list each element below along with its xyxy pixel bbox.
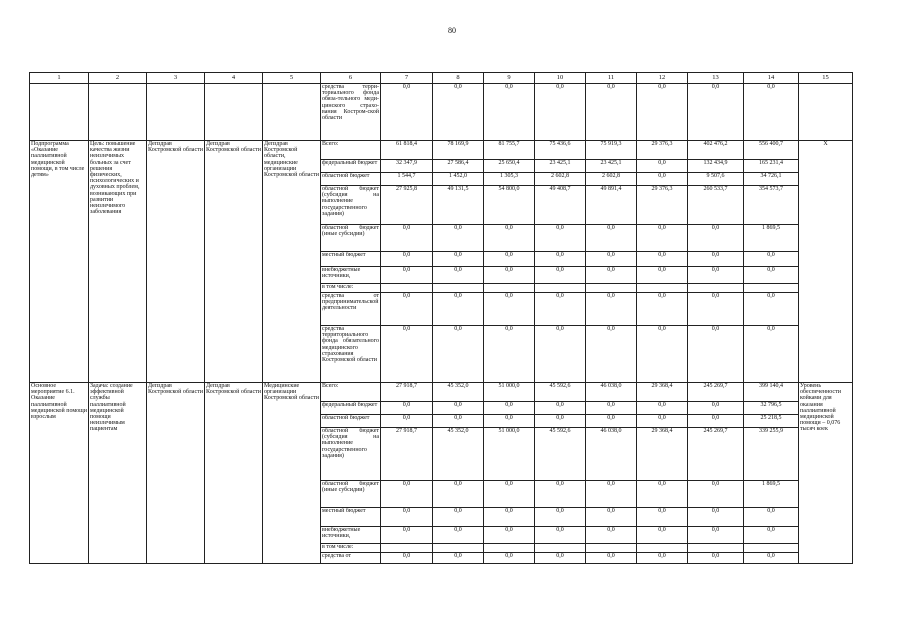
amount-cell: 0,0 xyxy=(688,225,744,252)
amount-cell: 0,0 xyxy=(535,508,586,527)
amount-cell: 0,0 xyxy=(586,481,637,508)
amount-cell: 61 818,4 xyxy=(381,141,433,160)
empty-cell xyxy=(147,84,205,141)
amount-cell: 49 131,5 xyxy=(433,186,484,225)
amount-cell: 46 038,0 xyxy=(586,383,637,402)
amount-cell: 0,0 xyxy=(586,508,637,527)
amount-cell: 0,0 xyxy=(744,267,799,284)
header-cell: 8 xyxy=(433,73,484,84)
amount-cell: 0,0 xyxy=(535,84,586,141)
page-number: 80 xyxy=(448,26,456,35)
amount-cell: 78 169,9 xyxy=(433,141,484,160)
amount-cell: 0,0 xyxy=(433,252,484,267)
amount-cell: 260 533,7 xyxy=(688,186,744,225)
amount-cell: 45 352,0 xyxy=(433,428,484,481)
amount-cell: 23 425,1 xyxy=(586,160,637,173)
amount-cell: 0,0 xyxy=(535,402,586,415)
amount-cell: 2 602,8 xyxy=(535,173,586,186)
amount-cell: 0,0 xyxy=(535,293,586,326)
responsible-executor: Депздрав Костромской области xyxy=(147,141,205,383)
amount-cell: 27 918,7 xyxy=(381,428,433,481)
amount-cell: 0,0 xyxy=(381,553,433,564)
header-cell: 11 xyxy=(586,73,637,84)
header-cell: 3 xyxy=(147,73,205,84)
funding-source-label: областной бюджет (субсидия на выполнение государственного задания) xyxy=(321,186,381,225)
funding-source-label: областной бюджет (субсидия на выполнение государственного задания) xyxy=(321,428,381,481)
amount-cell: 27 925,8 xyxy=(381,186,433,225)
amount-cell xyxy=(586,544,637,553)
amount-cell: 0,0 xyxy=(688,402,744,415)
funding-source-label: федеральный бюджет xyxy=(321,402,381,415)
amount-cell: 45 352,0 xyxy=(433,383,484,402)
amount-cell: 0,0 xyxy=(586,267,637,284)
amount-cell: 245 269,7 xyxy=(688,428,744,481)
amount-cell: 0,0 xyxy=(586,553,637,564)
amount-cell xyxy=(688,544,744,553)
amount-cell: 0,0 xyxy=(744,293,799,326)
amount-cell: 9 507,6 xyxy=(688,173,744,186)
amount-cell: 0,0 xyxy=(381,402,433,415)
amount-cell: 1 544,7 xyxy=(381,173,433,186)
amount-cell: 0,0 xyxy=(433,527,484,544)
amount-cell: 0,0 xyxy=(535,267,586,284)
amount-cell: 27 586,4 xyxy=(433,160,484,173)
empty-cell xyxy=(89,84,147,141)
amount-cell: 0,0 xyxy=(433,553,484,564)
amount-cell: 25 650,4 xyxy=(484,160,535,173)
amount-cell: 0,0 xyxy=(484,402,535,415)
amount-cell: 399 140,4 xyxy=(744,383,799,402)
amount-cell: 0,0 xyxy=(637,508,688,527)
amount-cell: 0,0 xyxy=(484,481,535,508)
budget-table xyxy=(29,72,853,564)
amount-cell: 132 434,9 xyxy=(688,160,744,173)
co-executor: Депздрав Костромской области xyxy=(205,383,263,564)
amount-cell: 27 918,7 xyxy=(381,383,433,402)
amount-cell: 1 452,0 xyxy=(433,173,484,186)
amount-cell: 0,0 xyxy=(637,527,688,544)
amount-cell: 0,0 xyxy=(484,553,535,564)
amount-cell: 0,0 xyxy=(381,527,433,544)
amount-cell: 45 592,6 xyxy=(535,383,586,402)
header-cell: 10 xyxy=(535,73,586,84)
amount-cell xyxy=(535,544,586,553)
amount-cell: 0,0 xyxy=(381,84,433,141)
amount-cell: 0,0 xyxy=(744,84,799,141)
amount-cell xyxy=(744,284,799,293)
amount-cell: 32 796,5 xyxy=(744,402,799,415)
result-indicator: X xyxy=(799,141,853,383)
block1-row xyxy=(30,141,853,160)
amount-cell: 0,0 xyxy=(688,415,744,428)
amount-cell: 0,0 xyxy=(586,252,637,267)
amount-cell: 0,0 xyxy=(688,293,744,326)
amount-cell: 0,0 xyxy=(688,84,744,141)
amount-cell: 0,0 xyxy=(586,402,637,415)
amount-cell: 0,0 xyxy=(484,252,535,267)
amount-cell: 0,0 xyxy=(535,252,586,267)
amount-cell xyxy=(433,284,484,293)
funding-source-label: внебюджетные источники, xyxy=(321,267,381,284)
amount-cell: 29 376,3 xyxy=(637,186,688,225)
header-cell: 6 xyxy=(321,73,381,84)
amount-cell: 0,0 xyxy=(535,225,586,252)
amount-cell: 0,0 xyxy=(637,252,688,267)
amount-cell: 1 305,3 xyxy=(484,173,535,186)
activity-name: Основное мероприятие 6.1. Оказание паллиативной медицинской помощи взрослым xyxy=(30,383,89,564)
funding-source-label: Всего: xyxy=(321,141,381,160)
amount-cell: 0,0 xyxy=(433,293,484,326)
header-cell: 13 xyxy=(688,73,744,84)
amount-cell: 0,0 xyxy=(381,252,433,267)
funding-source-label: средства от предпринимательской деятельности xyxy=(321,293,381,326)
participants: Депздрав Костромской области, медицинские организации Костромской области xyxy=(263,141,321,383)
amount-cell: 1 869,5 xyxy=(744,225,799,252)
empty-cell xyxy=(205,84,263,141)
amount-cell: 0,0 xyxy=(381,481,433,508)
amount-cell: 0,0 xyxy=(484,293,535,326)
amount-cell: 0,0 xyxy=(637,326,688,383)
amount-cell: 0,0 xyxy=(381,267,433,284)
amount-cell: 0,0 xyxy=(484,84,535,141)
amount-cell: 0,0 xyxy=(381,293,433,326)
amount-cell: 0,0 xyxy=(688,553,744,564)
amount-cell: 0,0 xyxy=(484,508,535,527)
activity-task: Задача: создание эффективной службы паллиативной медицинской помощи неизлечимым пациентам xyxy=(89,383,147,564)
amount-cell: 25 218,5 xyxy=(744,415,799,428)
funding-source-label: в том числе: xyxy=(321,284,381,293)
amount-cell: 0,0 xyxy=(637,553,688,564)
amount-cell: 0,0 xyxy=(586,293,637,326)
amount-cell: 0,0 xyxy=(688,252,744,267)
amount-cell: 0,0 xyxy=(688,481,744,508)
amount-cell: 0,0 xyxy=(381,225,433,252)
funding-source-label: областной бюджет xyxy=(321,415,381,428)
amount-cell: 0,0 xyxy=(586,326,637,383)
amount-cell: 354 573,7 xyxy=(744,186,799,225)
amount-cell: 0,0 xyxy=(688,527,744,544)
amount-cell: 1 869,5 xyxy=(744,481,799,508)
amount-cell: 0,0 xyxy=(535,326,586,383)
header-cell: 9 xyxy=(484,73,535,84)
amount-cell: 0,0 xyxy=(433,225,484,252)
amount-cell: 0,0 xyxy=(586,415,637,428)
amount-cell: 49 891,4 xyxy=(586,186,637,225)
amount-cell: 0,0 xyxy=(381,326,433,383)
funding-source-label: местный бюджет xyxy=(321,252,381,267)
header-cell: 5 xyxy=(263,73,321,84)
amount-cell xyxy=(637,544,688,553)
amount-cell: 2 602,8 xyxy=(586,173,637,186)
header-cell: 2 xyxy=(89,73,147,84)
amount-cell: 0,0 xyxy=(586,527,637,544)
amount-cell: 45 592,6 xyxy=(535,428,586,481)
amount-cell: 49 408,7 xyxy=(535,186,586,225)
amount-cell: 0,0 xyxy=(535,415,586,428)
amount-cell: 51 000,0 xyxy=(484,428,535,481)
amount-cell: 0,0 xyxy=(484,225,535,252)
co-executor: Депздрав Костромской области xyxy=(205,141,263,383)
responsible-executor: Депздрав Костромской области xyxy=(147,383,205,564)
amount-cell: 51 000,0 xyxy=(484,383,535,402)
amount-cell xyxy=(484,284,535,293)
amount-cell: 0,0 xyxy=(637,160,688,173)
funding-source-label: средства терри-ториального фонда обяза-тельного меди-цинского страхо-вания Костром-ской области xyxy=(321,84,381,141)
table-body xyxy=(30,73,853,564)
result-indicator: Уровень обеспеченности койками для оказания паллиативной медицинской помощи – 0,076 тысяч коек xyxy=(799,383,853,564)
amount-cell xyxy=(535,284,586,293)
header-cell: 15 xyxy=(799,73,853,84)
amount-cell: 0,0 xyxy=(484,415,535,428)
amount-cell: 0,0 xyxy=(484,267,535,284)
amount-cell: 75 919,3 xyxy=(586,141,637,160)
amount-cell: 0,0 xyxy=(433,84,484,141)
funding-source-label: областной бюджет (иные субсидии) xyxy=(321,481,381,508)
amount-cell: 0,0 xyxy=(535,553,586,564)
empty-cell xyxy=(263,84,321,141)
empty-cell xyxy=(799,84,853,141)
amount-cell: 0,0 xyxy=(433,326,484,383)
amount-cell xyxy=(381,544,433,553)
continuation-row xyxy=(30,84,853,141)
amount-cell: 165 231,4 xyxy=(744,160,799,173)
funding-source-label: внебюджетные источники, xyxy=(321,527,381,544)
amount-cell: 29 376,3 xyxy=(637,141,688,160)
participants: Медицинские организации Костромской области xyxy=(263,383,321,564)
amount-cell: 245 269,7 xyxy=(688,383,744,402)
funding-source-label: областной бюджет (иные субсидии) xyxy=(321,225,381,252)
amount-cell: 0,0 xyxy=(535,527,586,544)
amount-cell: 0,0 xyxy=(744,553,799,564)
funding-source-label: средства территориального фонда обязательного медицинского страхования Костромской области xyxy=(321,326,381,383)
amount-cell: 54 800,0 xyxy=(484,186,535,225)
amount-cell: 0,0 xyxy=(688,267,744,284)
amount-cell: 0,0 xyxy=(433,481,484,508)
header-cell: 1 xyxy=(30,73,89,84)
funding-source-label: местный бюджет xyxy=(321,508,381,527)
funding-source-label: областной бюджет xyxy=(321,173,381,186)
amount-cell xyxy=(381,284,433,293)
funding-source-label: средства от xyxy=(321,553,381,564)
amount-cell: 0,0 xyxy=(744,252,799,267)
amount-cell xyxy=(744,544,799,553)
amount-cell: 0,0 xyxy=(535,481,586,508)
amount-cell: 0,0 xyxy=(744,326,799,383)
amount-cell: 556 400,7 xyxy=(744,141,799,160)
amount-cell xyxy=(484,544,535,553)
amount-cell: 29 368,4 xyxy=(637,428,688,481)
amount-cell: 0,0 xyxy=(586,84,637,141)
amount-cell xyxy=(586,284,637,293)
amount-cell: 75 436,6 xyxy=(535,141,586,160)
amount-cell: 0,0 xyxy=(637,415,688,428)
amount-cell: 46 038,0 xyxy=(586,428,637,481)
empty-cell xyxy=(30,84,89,141)
program-name: Подпрограмма «Оказание паллиативной медицинской помощи, в том числе детям» xyxy=(30,141,89,383)
amount-cell: 0,0 xyxy=(637,225,688,252)
amount-cell: 23 425,1 xyxy=(535,160,586,173)
amount-cell xyxy=(433,544,484,553)
amount-cell: 0,0 xyxy=(688,508,744,527)
amount-cell: 0,0 xyxy=(433,267,484,284)
header-cell: 4 xyxy=(205,73,263,84)
amount-cell: 0,0 xyxy=(433,415,484,428)
amount-cell: 0,0 xyxy=(381,508,433,527)
amount-cell: 339 255,9 xyxy=(744,428,799,481)
funding-source-label: в том числе: xyxy=(321,544,381,553)
amount-cell: 29 368,4 xyxy=(637,383,688,402)
amount-cell: 0,0 xyxy=(637,481,688,508)
block2-row xyxy=(30,383,853,402)
amount-cell: 32 347,9 xyxy=(381,160,433,173)
amount-cell: 0,0 xyxy=(744,527,799,544)
amount-cell: 0,0 xyxy=(484,527,535,544)
header-row xyxy=(30,73,853,84)
header-cell: 14 xyxy=(744,73,799,84)
amount-cell: 402 476,2 xyxy=(688,141,744,160)
amount-cell xyxy=(688,284,744,293)
amount-cell: 0,0 xyxy=(484,326,535,383)
amount-cell: 0,0 xyxy=(744,508,799,527)
amount-cell: 34 726,1 xyxy=(744,173,799,186)
funding-source-label: Всего: xyxy=(321,383,381,402)
amount-cell: 0,0 xyxy=(637,173,688,186)
amount-cell: 0,0 xyxy=(637,402,688,415)
amount-cell xyxy=(637,284,688,293)
header-cell: 12 xyxy=(637,73,688,84)
amount-cell: 0,0 xyxy=(688,326,744,383)
amount-cell: 0,0 xyxy=(637,267,688,284)
amount-cell: 0,0 xyxy=(637,84,688,141)
amount-cell: 0,0 xyxy=(586,225,637,252)
amount-cell: 0,0 xyxy=(433,508,484,527)
header-cell: 7 xyxy=(381,73,433,84)
amount-cell: 0,0 xyxy=(381,415,433,428)
funding-source-label: федеральный бюджет xyxy=(321,160,381,173)
program-goal: Цель: повышение качества жизни неизлечимых больных за счет решения физических, психологических и духовных проблем, возникающих при развитии неизлечимого заболевания xyxy=(89,141,147,383)
amount-cell: 0,0 xyxy=(637,293,688,326)
amount-cell: 0,0 xyxy=(433,402,484,415)
amount-cell: 81 755,7 xyxy=(484,141,535,160)
